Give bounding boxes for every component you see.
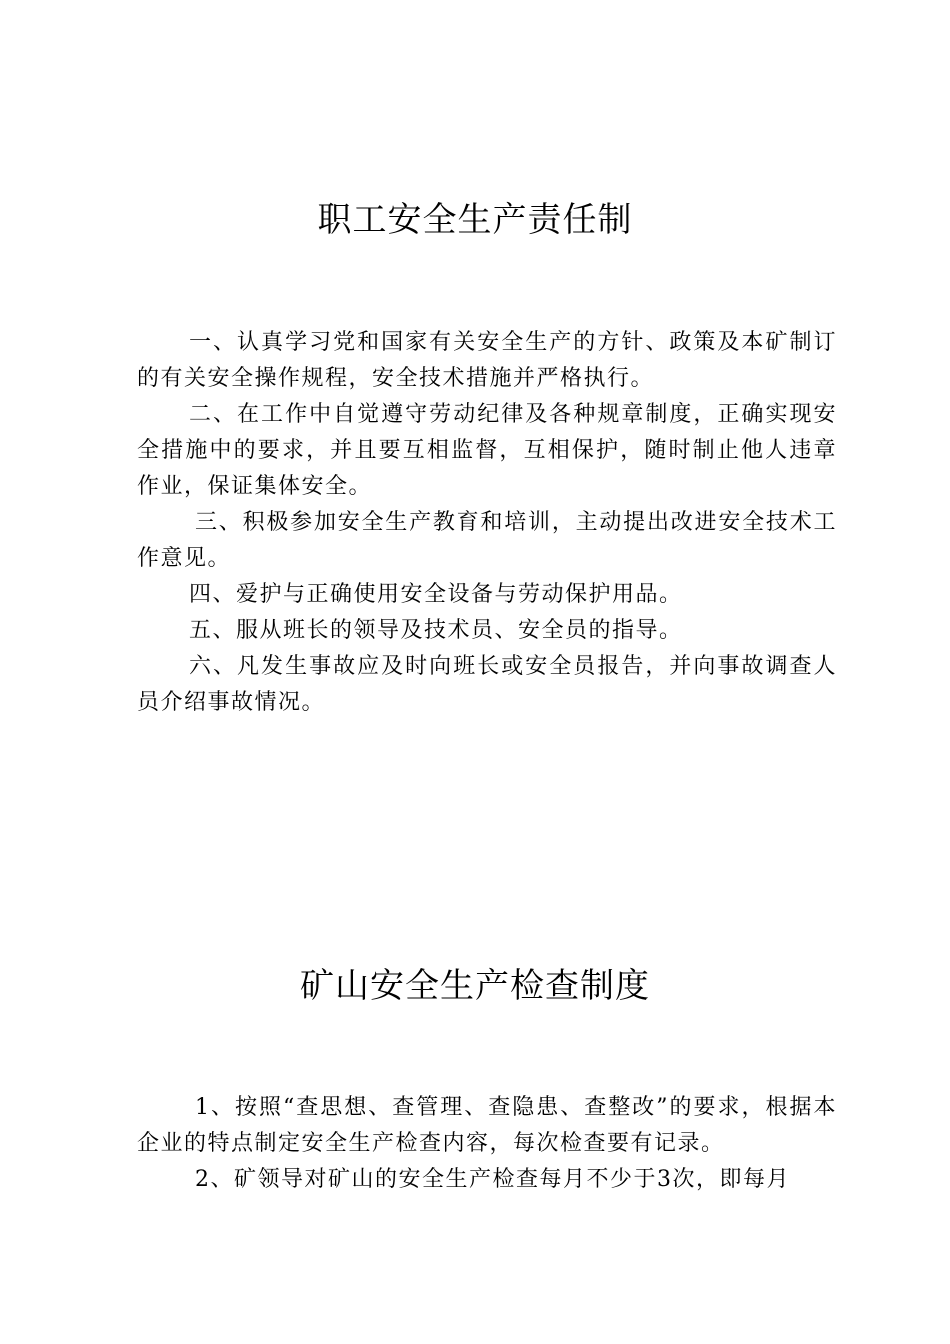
page-title-safety-inspection: 矿山安全生产检查制度: [300, 966, 650, 1006]
clause-2: 二、在工作中自觉遵守劳动纪律及各种规章制度，正确实现安全措施中的要求，并且要互相监督，互相保护，随时制止他人违章作业，保证集体安全。: [137, 402, 837, 499]
clause-6: 六、凡发生事故应及时向班长或安全员报告，并向事故调查人员介绍事故情况。: [137, 654, 837, 715]
page-title-safety-responsibility: 职工安全生产责任制: [317, 200, 633, 240]
clause-4: 四、爱护与正确使用安全设备与劳动保护用品。: [189, 582, 683, 607]
rule-2: 2、矿领导对矿山的安全生产检查每月不少于3次，即每月: [195, 1167, 790, 1192]
clause-3: 三、积极参加安全生产教育和培训，主动提出改进安全技术工作意见。: [137, 510, 837, 571]
clause-1: 一、认真学习党和国家有关安全生产的方针、政策及本矿制订的有关安全操作规程，安全技术措施并严格执行。: [137, 330, 837, 391]
responsibility-clauses: [137, 325, 837, 721]
inspection-rules: [137, 1090, 837, 1198]
rule-1: 1、按照“查思想、查管理、查隐患、查整改”的要求，根据本企业的特点制定安全生产检查内容，每次检查要有记录。: [137, 1095, 837, 1156]
clause-5: 五、服从班长的领导及技术员、安全员的指导。: [189, 618, 683, 643]
